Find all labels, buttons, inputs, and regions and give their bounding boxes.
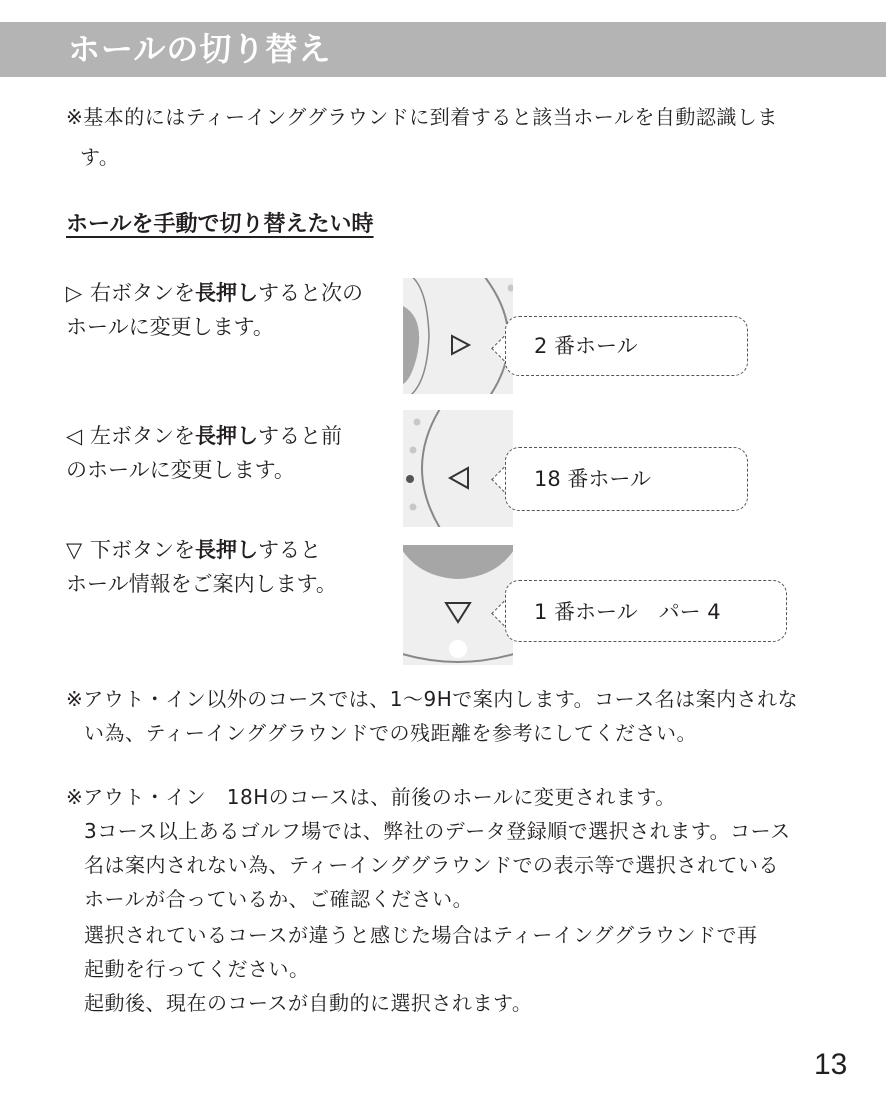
intro-note-line-1: ※基本的にはティーインググラウンドに到着すると該当ホールを自動認識しま bbox=[66, 105, 778, 129]
down-triangle-icon: ▽ bbox=[66, 538, 83, 562]
instruction-right-line-2: ホールに変更します。 bbox=[66, 315, 274, 339]
instruction-left-line-1: ◁ 左ボタンを長押しすると前 bbox=[66, 419, 342, 453]
note-2-line-1: ※アウト・イン 18Hのコースは、前後のホールに変更されます。 bbox=[66, 785, 676, 809]
page-number: 13 bbox=[814, 1048, 848, 1081]
note-2-line-4: ホールが合っているか、ご確認ください。 bbox=[84, 887, 474, 911]
device-illustration-down bbox=[403, 545, 513, 665]
right-triangle-icon: ▷ bbox=[66, 281, 83, 305]
note-2-line-2: 3コース以上あるゴルフ場では、弊社のデータ登録順で選択されます。コース bbox=[84, 819, 791, 843]
intro-note-line-2: す。 bbox=[80, 145, 120, 169]
device-illustration-right bbox=[403, 278, 513, 394]
page-title: ホールの切り替え bbox=[68, 30, 332, 68]
note-2-line-6: 起動を行ってください。 bbox=[84, 957, 310, 981]
instruction-down-line-1: ▽ 下ボタンを長押しすると bbox=[66, 533, 321, 567]
section-heading: ホールを手動で切り替えたい時 bbox=[66, 212, 374, 237]
hole-bubble-info: 1 番ホール パー 4 bbox=[505, 580, 787, 642]
note-2-line-5: 選択されているコースが違うと感じた場合はティーインググラウンドで再 bbox=[84, 923, 758, 947]
note-1-line-2: い為、ティーインググラウンドでの残距離を参考にしてください。 bbox=[84, 721, 697, 745]
left-triangle-icon: ◁ bbox=[66, 424, 83, 448]
instruction-left-line-2: のホールに変更します。 bbox=[66, 458, 295, 482]
instruction-right-line-1: ▷ 右ボタンを長押しすると次の bbox=[66, 276, 363, 310]
note-2-line-3: 名は案内されない為、ティーインググラウンドでの表示等で選択されている bbox=[84, 853, 779, 877]
device-illustration-left bbox=[403, 410, 513, 527]
note-1-line-1: ※アウト・イン以外のコースでは、1～9Hで案内します。コース名は案内されな bbox=[66, 687, 799, 711]
note-2-line-7: 起動後、現在のコースが自動的に選択されます。 bbox=[84, 991, 533, 1015]
instruction-down-line-2: ホール情報をご案内します。 bbox=[66, 572, 337, 596]
hole-bubble-next: 2 番ホール bbox=[505, 316, 748, 376]
hole-bubble-previous: 18 番ホール bbox=[505, 447, 748, 511]
